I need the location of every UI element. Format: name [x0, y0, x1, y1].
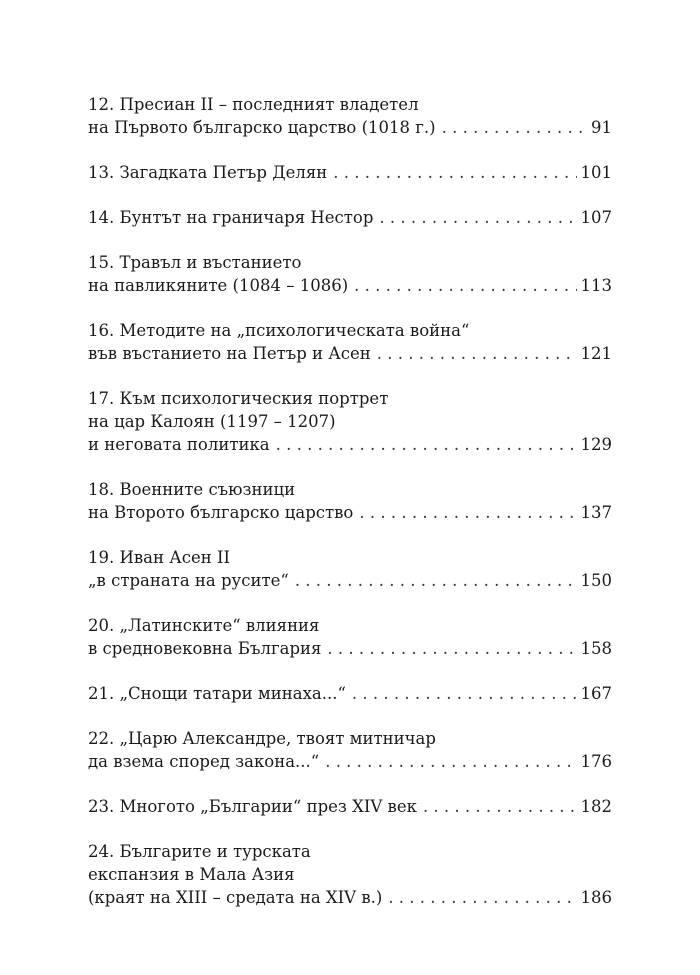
dot-leader	[325, 750, 576, 773]
toc-entry[interactable]	[88, 795, 612, 818]
toc-entry-title-line: на Първото българско царство (1018 г.)	[88, 118, 436, 137]
toc-entry[interactable]	[88, 478, 612, 524]
toc-entry-title-line: 18. Военните съюзници	[88, 480, 296, 499]
dot-leader	[295, 569, 577, 592]
toc-entry[interactable]	[88, 161, 612, 184]
toc-entry-title-line: 12. Пресиан II – последният владетел	[88, 95, 419, 114]
toc-entry[interactable]	[88, 682, 612, 705]
toc-page-number: 182	[580, 797, 612, 816]
toc-page-number: 113	[580, 276, 612, 295]
toc-entry[interactable]	[88, 251, 612, 297]
toc-entry-title-line: и неговата политика	[88, 435, 270, 454]
dot-leader	[379, 206, 576, 229]
toc-entry[interactable]	[88, 206, 612, 229]
dot-leader	[352, 682, 577, 705]
toc-page-number: 186	[580, 888, 612, 907]
toc-entry-leader-line	[88, 886, 612, 909]
toc-entry-title-line: 17. Към психологическия портрет	[88, 389, 389, 408]
toc-entry-leader-line	[88, 274, 612, 297]
toc-entry-title-line: 22. „Царю Александре, твоят митничар	[88, 729, 436, 748]
toc-page-number: 176	[580, 752, 612, 771]
toc-page-number: 150	[580, 571, 612, 590]
dot-leader	[276, 433, 577, 456]
toc-entry-title-line: 15. Травъл и въстанието	[88, 253, 302, 272]
toc-page-number: 137	[580, 503, 612, 522]
toc-entry-title-line: на цар Калоян (1197 – 1207)	[88, 412, 336, 431]
toc-entry[interactable]	[88, 387, 612, 456]
toc-entry-title-line: 23. Многото „Българии“ през XIV век	[88, 797, 417, 816]
toc-page-number: 107	[580, 208, 612, 227]
toc-entry-title-line: на Второто българско царство	[88, 503, 354, 522]
toc-entry[interactable]	[88, 546, 612, 592]
dot-leader	[359, 501, 576, 524]
toc-entry[interactable]	[88, 727, 612, 773]
toc-entry-title-line: експанзия в Мала Азия	[88, 865, 295, 884]
toc-entry-title-line: 24. Българите и турската	[88, 842, 311, 861]
toc-page-number: 167	[580, 684, 612, 703]
toc-entry-leader-line	[88, 795, 612, 818]
toc-entry-title-line: 19. Иван Асен II	[88, 548, 231, 567]
toc-entry-title-line: 13. Загадката Петър Делян	[88, 163, 328, 182]
toc-entry-leader-line	[88, 433, 612, 456]
table-of-contents	[88, 93, 612, 931]
toc-entry[interactable]	[88, 93, 612, 139]
toc-entry-title-line: 20. „Латинските“ влияния	[88, 616, 320, 635]
toc-entry[interactable]	[88, 840, 612, 909]
toc-entry-title-line: (краят на XIII – средата на XIV в.)	[88, 888, 383, 907]
toc-entry-leader-line	[88, 206, 612, 229]
toc-entry-title-line: на павликяните (1084 – 1086)	[88, 276, 349, 295]
toc-page-number: 158	[580, 639, 612, 658]
dot-leader	[442, 116, 587, 139]
toc-entry-title-line: 16. Методите на „психологическата война“	[88, 321, 470, 340]
toc-entry-leader-line	[88, 501, 612, 524]
dot-leader	[388, 886, 576, 909]
toc-page-number: 101	[580, 163, 612, 182]
toc-entry-leader-line	[88, 682, 612, 705]
dot-leader	[354, 274, 576, 297]
toc-page-number: 121	[580, 344, 612, 363]
toc-entry-title-line: 21. „Снощи татари минаха...“	[88, 684, 346, 703]
toc-entry-leader-line	[88, 116, 612, 139]
dot-leader	[423, 795, 577, 818]
toc-entry-title-line: в средновековна България	[88, 639, 322, 658]
toc-entry-leader-line	[88, 161, 612, 184]
toc-page-number: 129	[580, 435, 612, 454]
toc-entry-leader-line	[88, 750, 612, 773]
toc-entry-leader-line	[88, 342, 612, 365]
toc-entry-title-line: във въстанието на Петър и Асен	[88, 344, 371, 363]
toc-entry-title-line: „в страната на русите“	[88, 571, 289, 590]
dot-leader	[377, 342, 577, 365]
toc-page-number: 91	[591, 118, 612, 137]
toc-entry-title-line: да взема според закона...“	[88, 752, 320, 771]
toc-entry[interactable]	[88, 319, 612, 365]
dot-leader	[333, 161, 576, 184]
toc-entry-title-line: 14. Бунтът на граничаря Нестор	[88, 208, 374, 227]
toc-entry-leader-line	[88, 637, 612, 660]
toc-entry[interactable]	[88, 614, 612, 660]
toc-entry-leader-line	[88, 569, 612, 592]
dot-leader	[327, 637, 576, 660]
